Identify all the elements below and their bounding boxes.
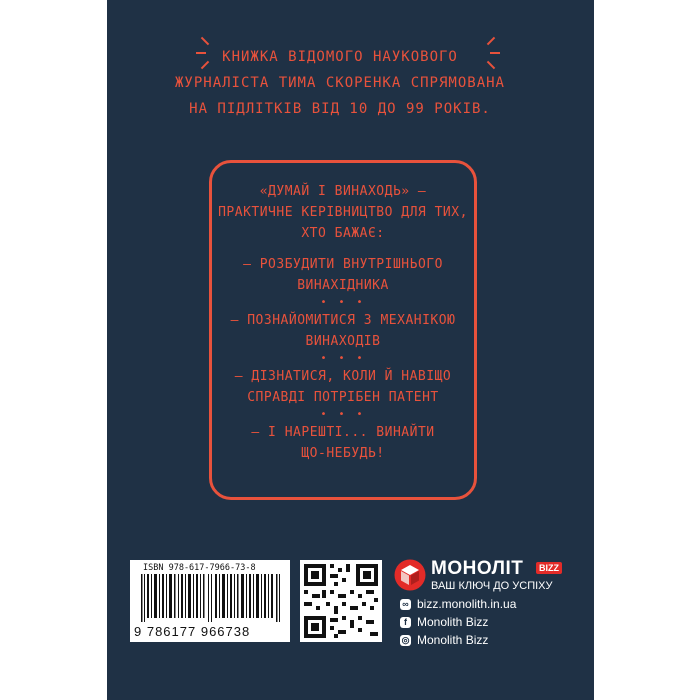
contact-facebook-text: Monolith Bizz	[417, 615, 489, 629]
barcode-icon	[141, 574, 281, 622]
separator-dots: • • •	[320, 297, 366, 308]
lead-line: «ДУМАЙ І ВИНАХОДЬ» —	[259, 184, 427, 199]
instagram-icon: ◎	[401, 634, 410, 645]
item-line: – ДІЗНАТИСЯ, КОЛИ Й НАВІЩО	[234, 369, 452, 384]
lead-line: ПРАКТИЧНЕ КЕРІВНИЦТВО ДЛЯ ТИХ,	[218, 205, 468, 220]
intro-line: ЖУРНАЛІСТА ТИМА СКОРЕНКА СПРЯМОВАНА	[174, 75, 505, 91]
item-line: ВИНАХІДНИКА	[297, 278, 389, 293]
link-icon: ∞	[400, 599, 411, 610]
description-text	[215, 181, 471, 464]
intro-text	[130, 44, 550, 122]
contact-instagram-text: Monolith Bizz	[417, 633, 489, 647]
facebook-icon: f	[400, 617, 411, 628]
separator-dots: • • •	[320, 409, 366, 420]
item-line: – ПОЗНАЙОМИТИСЯ З МЕХАНІКОЮ	[230, 313, 456, 328]
publisher-slogan: ВАШ КЛЮЧ ДО УСПІХУ	[431, 580, 553, 592]
contact-website-text: bizz.monolith.in.ua	[417, 597, 517, 611]
item-line: СПРАВДІ ПОТРІБЕН ПАТЕНТ	[247, 390, 439, 405]
contact-facebook[interactable]	[400, 615, 488, 629]
publisher-name: МОНОЛІТ	[431, 558, 524, 579]
item-line: ВИНАХОДІВ	[305, 334, 381, 349]
intro-line: НА ПІДЛІТКІВ ВІД 10 ДО 99 РОКІВ.	[189, 101, 491, 117]
publisher-badge: BIZZ	[536, 562, 562, 574]
monolith-logo-icon	[394, 559, 426, 591]
separator-dots: • • •	[320, 353, 366, 364]
item-line: – І НАРЕШТІ... ВИНАЙТИ	[251, 425, 435, 440]
lead-line: ХТО БАЖАЄ:	[301, 226, 385, 241]
qr-code-icon	[300, 560, 382, 642]
contact-website[interactable]	[400, 597, 516, 611]
contact-instagram[interactable]	[400, 633, 488, 647]
item-line: – РОЗБУДИТИ ВНУТРІШНЬОГО	[243, 257, 443, 272]
isbn-label: ISBN 978-617-7966-73-8	[143, 563, 256, 573]
item-line: ЩО-НЕБУДЬ!	[301, 446, 385, 461]
intro-line: КНИЖКА ВІДОМОГО НАУКОВОГО	[222, 49, 458, 65]
barcode-number: 9 786177 966738	[134, 624, 251, 639]
